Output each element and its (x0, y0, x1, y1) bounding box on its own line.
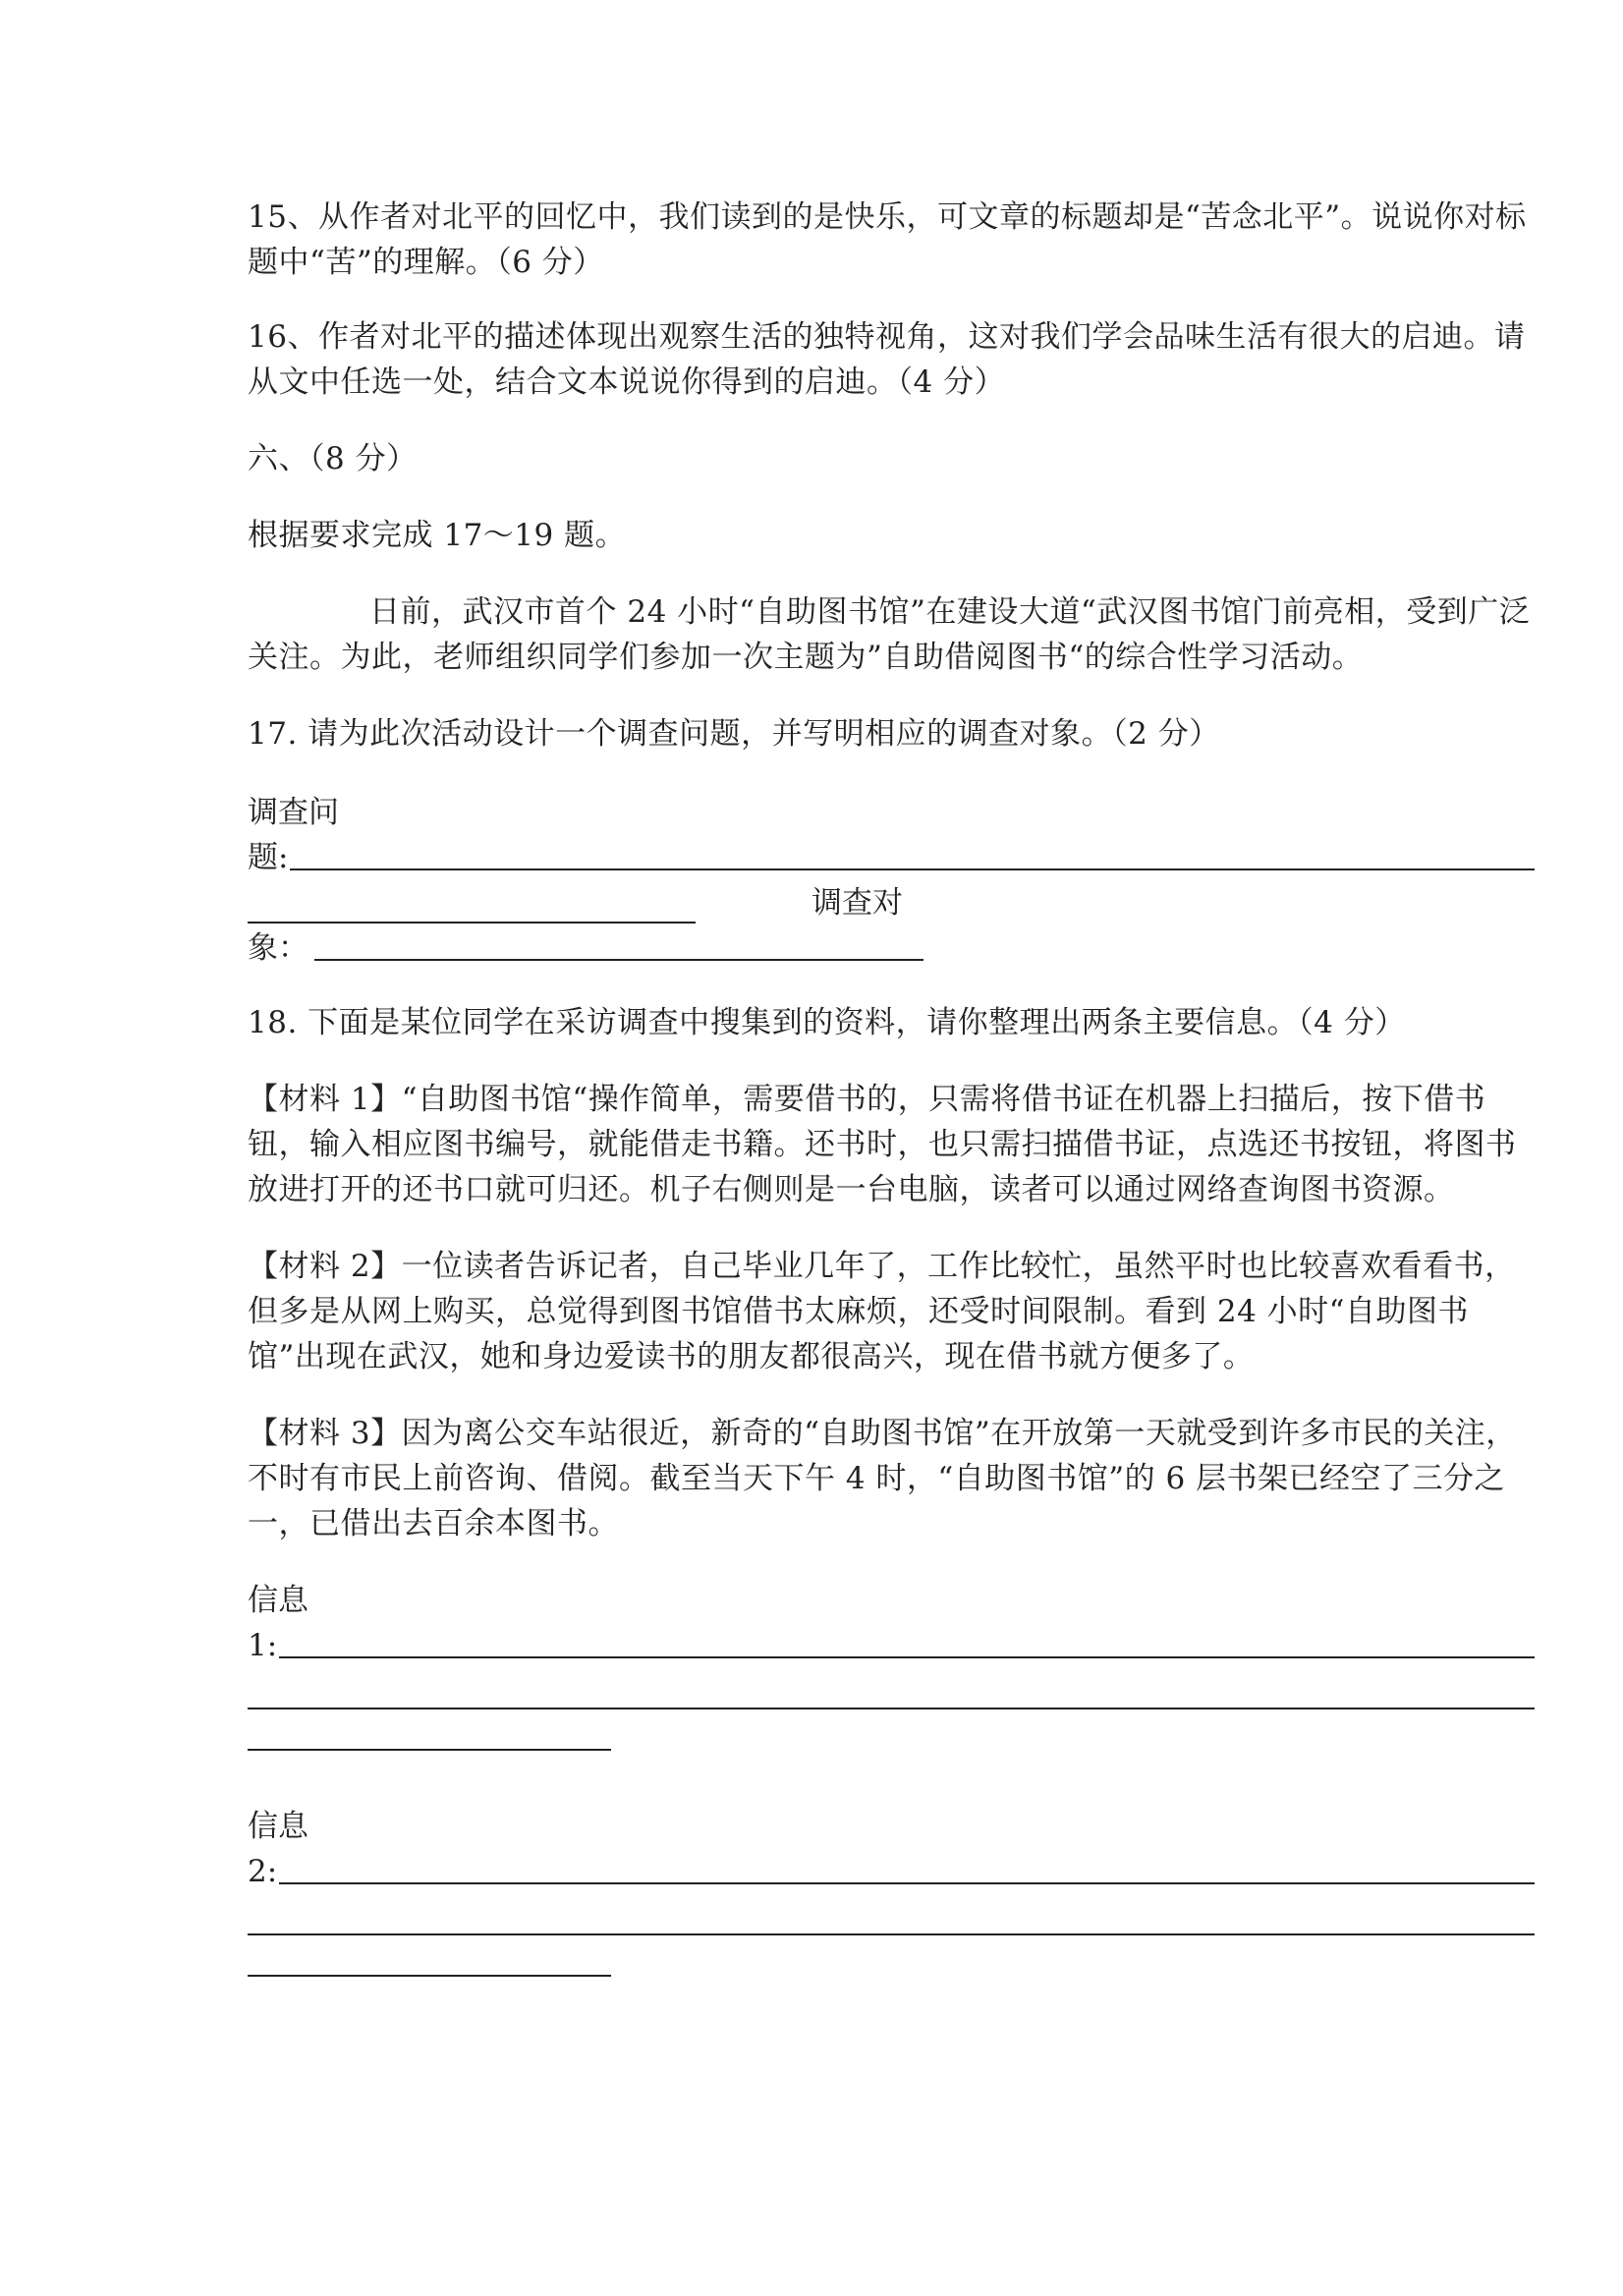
info-1-answer-line-3[interactable] (248, 1749, 611, 1751)
material-3: 【材料 3】因为离公交车站很近，新奇的“自助图书馆”在开放第一天就受到许多市民的关注，不时有市民上前咨询、借阅。截至当天下午 4 时，“自助图书馆”的 6 层书架已经空了三分之一，已借出去百余本图书。 (248, 1416, 1517, 1541)
survey-question-label: 调查问 (248, 795, 339, 830)
survey-target-row (248, 880, 1535, 925)
survey-answer-area (248, 790, 1535, 971)
survey-target-label-cont: 象： (248, 930, 308, 966)
material-2: 【材料 2】一位读者告诉记者，自己毕业几年了，工作比较忙，虽然平时也比较喜欢看看书，但多是从网上购买，总觉得到图书馆借书太麻烦，还受时间限制。看到 24 小时“自助图书馆”出现在武汉，她和身边爱读书的朋友都很高兴，现在借书就方便多了。 (248, 1249, 1516, 1374)
survey-target-answer-line[interactable] (314, 959, 923, 961)
section-six-heading: 六、（8 分） (248, 441, 418, 476)
question-18: 18. 下面是某位同学在采访调查中搜集到的资料，请你整理出两条主要信息。（4 分） (248, 1005, 1406, 1040)
info-2-label-line (248, 1804, 1535, 1849)
info-1-area (248, 1578, 1535, 1751)
survey-question-answer-line[interactable] (290, 868, 1535, 870)
question-16: 16、作者对北平的描述体现出观察生活的独特视角，这对我们学会品味生活有很大的启迪。请从文中任选一处，结合文本说说你得到的启迪。（4 分） (248, 319, 1526, 400)
info-2-answer-line-2[interactable] (248, 1933, 1535, 1935)
intro-paragraph: 日前，武汉市首个 24 小时“自助图书馆”在建设大道“武汉图书馆门前亮相，受到广泛关注。为此，老师组织同学们参加一次主题为”自助借阅图书“的综合性学习活动。 (248, 594, 1531, 675)
info-2-label-cont: 2: (248, 1854, 278, 1889)
survey-question-label-line (248, 790, 1535, 835)
exam-page (248, 195, 1535, 1977)
survey-target-label: 调查对 (812, 885, 903, 921)
instruction: 根据要求完成 17～19 题。 (248, 518, 627, 553)
info-1-label-line (248, 1578, 1535, 1623)
material-1: 【材料 1】“自助图书馆“操作简单，需要借书的，只需将借书证在机器上扫描后，按下借书钮，输入相应图书编号，就能借走书籍。还书时，也只需扫描借书证，点选还书按钮，将图书放进打开的还书口就可归还。机子右侧则是一台电脑，读者可以通过网络查询图书资源。 (248, 1082, 1517, 1207)
info-2-answer-line-3[interactable] (248, 1975, 611, 1977)
info-2-answer-row (248, 1849, 1535, 1894)
info-1-label-cont: 1: (248, 1628, 278, 1663)
info-1-answer-row (248, 1623, 1535, 1668)
info-1-label: 信息 (248, 1583, 308, 1618)
question-15: 15、从作者对北平的回忆中，我们读到的是快乐，可文章的标题却是“苦念北平”。说说你对标题中“苦”的理解。（6 分） (248, 199, 1527, 280)
survey-target-answer-row (248, 925, 1535, 971)
survey-question-label-cont: 题: (248, 840, 289, 875)
survey-question-answer-row (248, 835, 1535, 880)
survey-question-answer-line-2[interactable] (248, 922, 696, 924)
question-17: 17. 请为此次活动设计一个调查问题，并写明相应的调查对象。（2 分） (248, 716, 1220, 752)
info-2-label: 信息 (248, 1809, 308, 1844)
info-1-answer-line-2[interactable] (248, 1708, 1535, 1709)
info-2-area (248, 1804, 1535, 1977)
info-1-answer-line-1[interactable] (279, 1656, 1535, 1658)
info-2-answer-line-1[interactable] (279, 1882, 1535, 1884)
